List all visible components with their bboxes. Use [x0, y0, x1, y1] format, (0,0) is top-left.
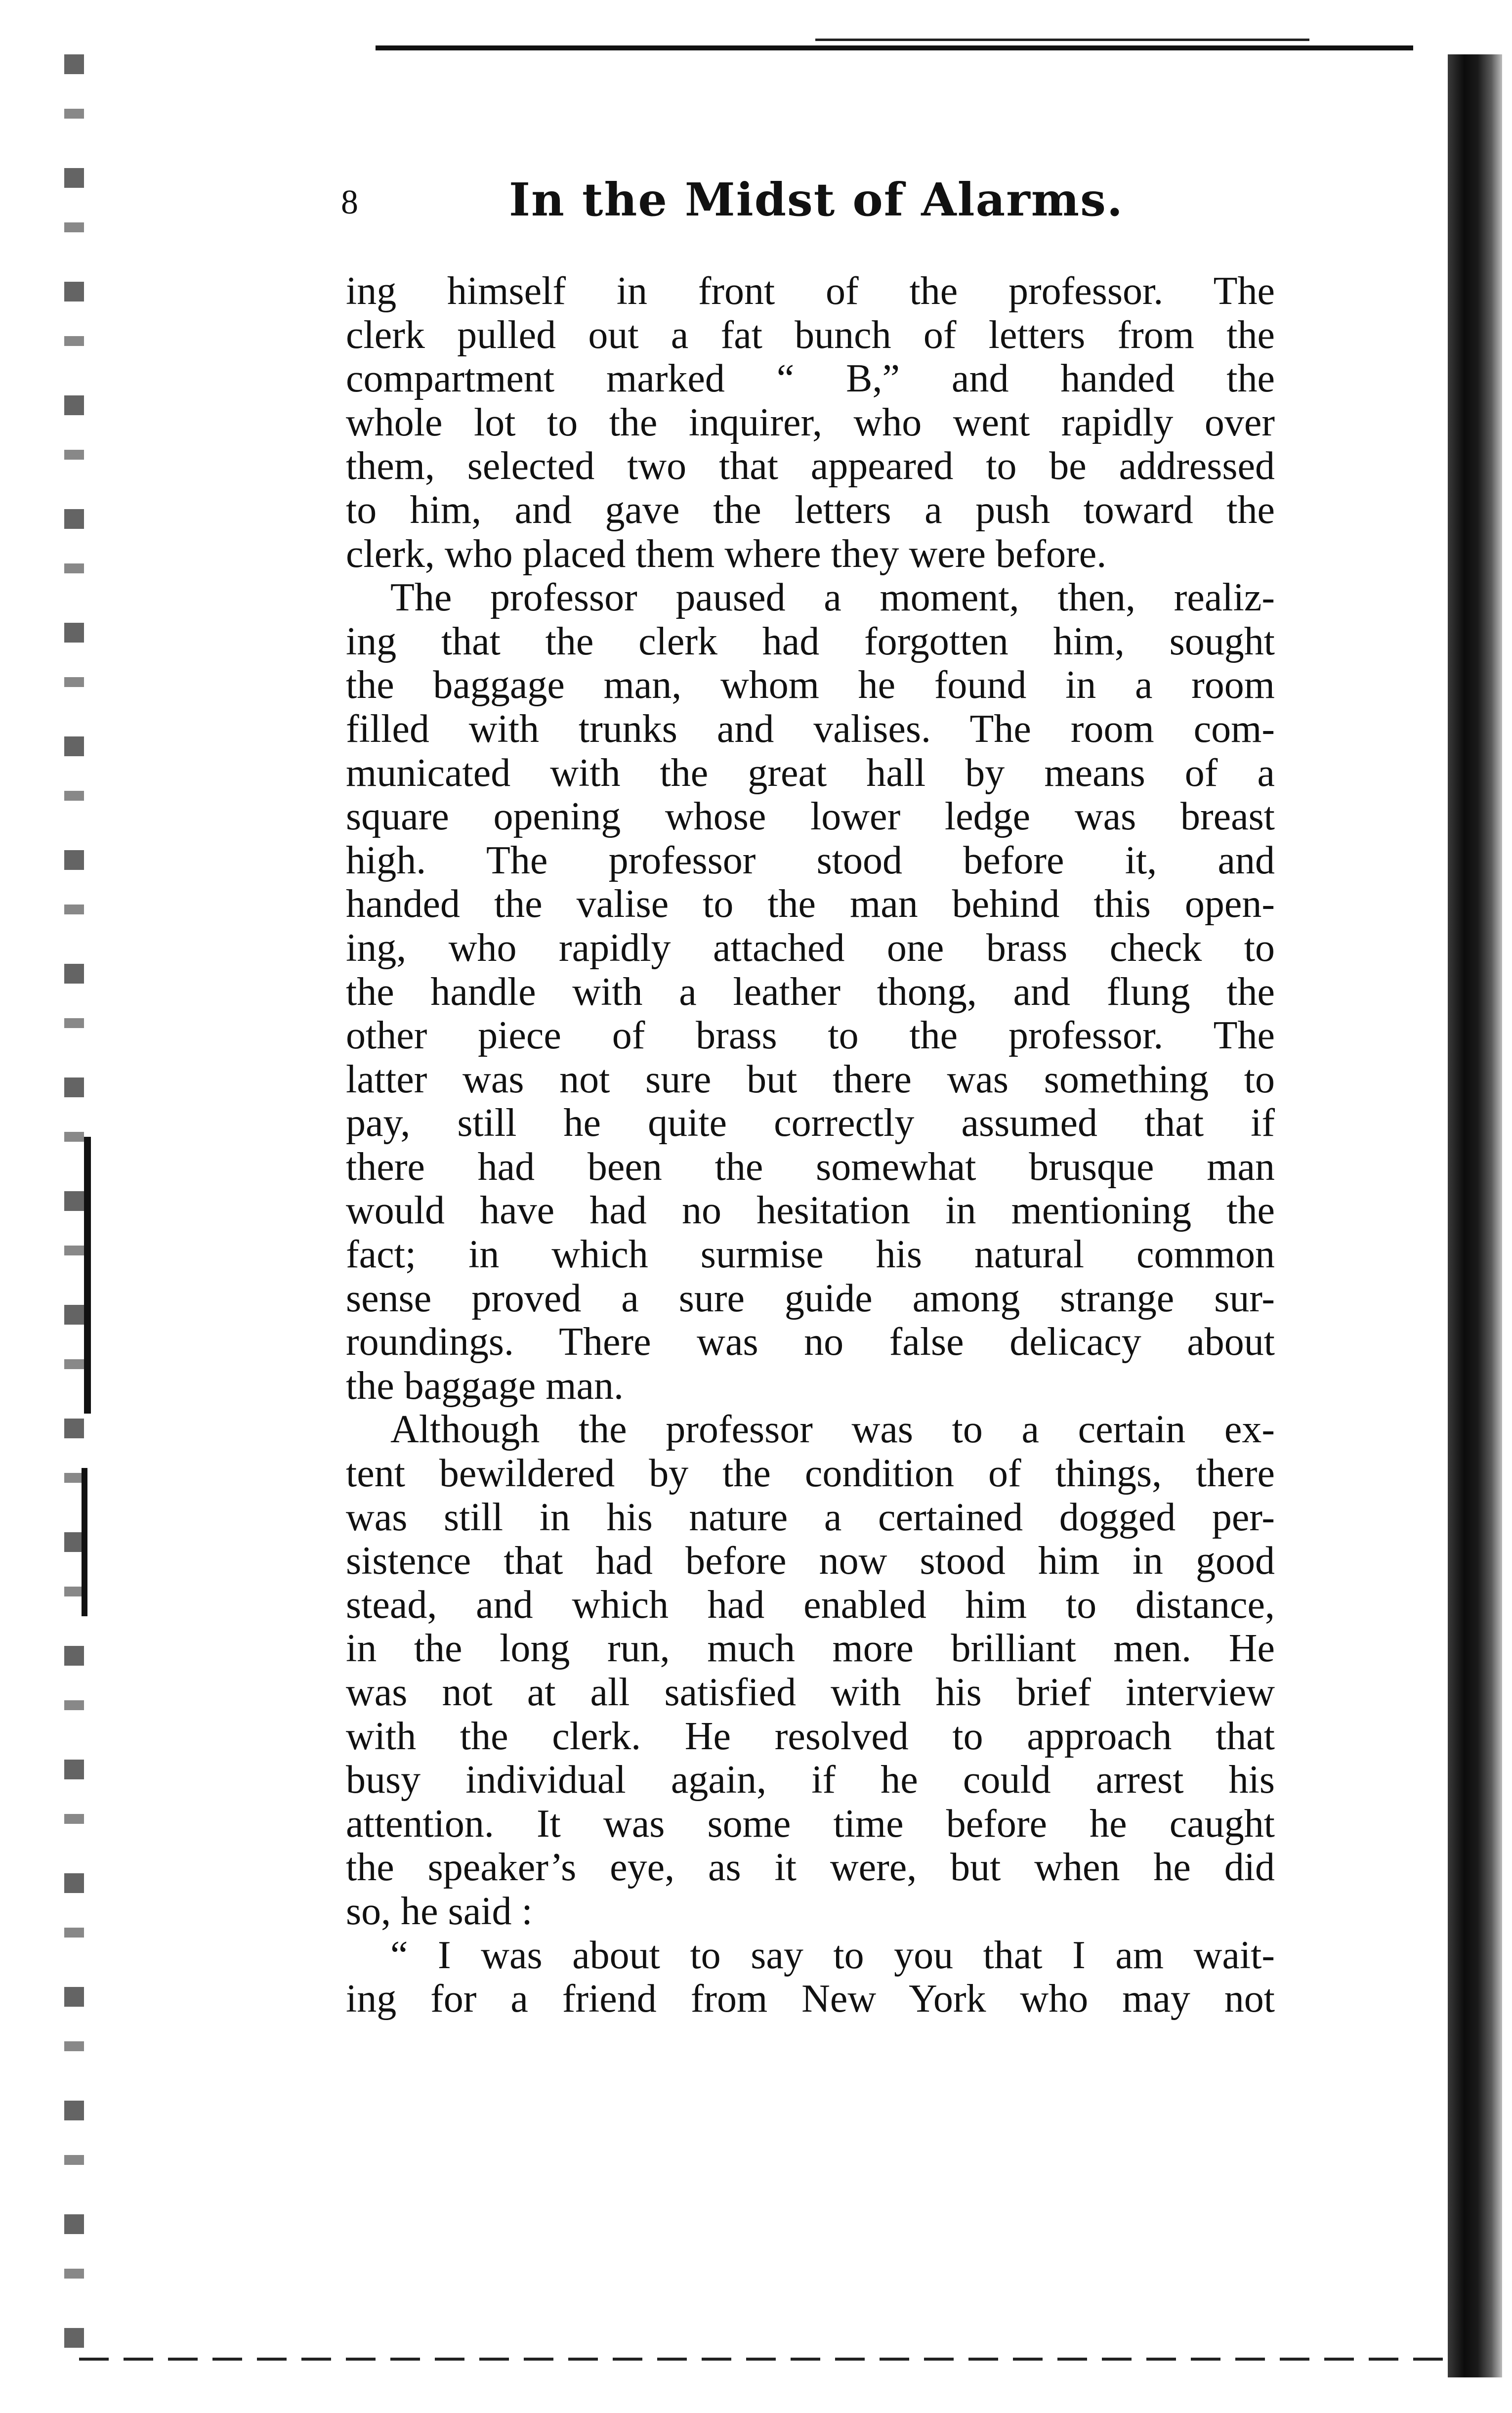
- page-edge-shadow-left: [64, 54, 84, 2348]
- text-line: Although the professor was to a certain ex-: [390, 1408, 1275, 1452]
- text-line: the handle with a leather thong, and flung the: [346, 970, 1275, 1014]
- text-line: in the long run, much more brilliant men. He: [346, 1627, 1275, 1671]
- text-line: “ I was about to say to you that I am wait-: [390, 1933, 1275, 1977]
- text-line: whole lot to the inquirer, who went rapidly over: [346, 400, 1275, 444]
- text-line: them, selected two that appeared to be addressed: [346, 444, 1275, 488]
- bottom-rule: [79, 2358, 1443, 2361]
- page-number: 8: [341, 183, 358, 221]
- text-line: the baggage man.: [346, 1364, 624, 1408]
- text-line: compartment marked “ B,” and handed the: [346, 357, 1275, 401]
- scan-mark: [84, 1137, 91, 1414]
- text-line: stead, and which had enabled him to distance,: [346, 1583, 1275, 1627]
- page-edge-shadow-right: [1448, 54, 1502, 2377]
- text-line: to him, and gave the letters a push toward the: [346, 488, 1275, 532]
- text-line: ing that the clerk had forgotten him, sought: [346, 619, 1275, 663]
- text-line: there had been the somewhat brusque man: [346, 1145, 1275, 1189]
- top-rule-thin: [815, 39, 1309, 41]
- text-line: with the clerk. He resolved to approach that: [346, 1714, 1275, 1758]
- body-text: [346, 269, 1275, 2021]
- text-line: would have had no hesitation in mentioning the: [346, 1189, 1275, 1233]
- text-line: attention. It was some time before he caught: [346, 1802, 1275, 1846]
- text-line: ing, who rapidly attached one brass check to: [346, 926, 1275, 970]
- text-line: clerk pulled out a fat bunch of letters from the: [346, 313, 1275, 357]
- text-line: the speaker’s eye, as it were, but when he did: [346, 1846, 1275, 1890]
- text-line: The professor paused a moment, then, realiz-: [390, 576, 1275, 620]
- text-line: sense proved a sure guide among strange sur-: [346, 1276, 1275, 1320]
- text-line: the baggage man, whom he found in a room: [346, 663, 1275, 707]
- text-line: high. The professor stood before it, and: [346, 838, 1275, 882]
- text-line: busy individual again, if he could arrest his: [346, 1758, 1275, 1802]
- text-line: square opening whose lower ledge was breast: [346, 795, 1275, 839]
- text-line: filled with trunks and valises. The room com-: [346, 707, 1275, 751]
- page-title: In the Midst of Alarms.: [509, 173, 1124, 226]
- text-line: clerk, who placed them where they were before.: [346, 532, 1107, 576]
- text-line: municated with the great hall by means of a: [346, 751, 1275, 795]
- text-line: sistence that had before now stood him in good: [346, 1539, 1275, 1583]
- scan-mark: [82, 1468, 87, 1616]
- text-line: so, he said :: [346, 1889, 533, 1933]
- running-head: [341, 163, 1280, 242]
- text-line: other piece of brass to the professor. The: [346, 1014, 1275, 1058]
- text-line: roundings. There was no false delicacy about: [346, 1320, 1275, 1364]
- text-line: was not at all satisfied with his brief interview: [346, 1671, 1275, 1714]
- text-line: handed the valise to the man behind this open-: [346, 882, 1275, 926]
- text-line: tent bewildered by the condition of things, there: [346, 1452, 1275, 1496]
- text-line: latter was not sure but there was something to: [346, 1057, 1275, 1101]
- text-line: ing for a friend from New York who may not: [346, 1977, 1275, 2021]
- text-line: fact; in which surmise his natural common: [346, 1233, 1275, 1277]
- top-rule: [376, 45, 1413, 50]
- text-line: pay, still he quite correctly assumed that if: [346, 1101, 1275, 1145]
- text-line: was still in his nature a certained dogged per-: [346, 1495, 1275, 1539]
- text-line: ing himself in front of the professor. The: [346, 269, 1275, 313]
